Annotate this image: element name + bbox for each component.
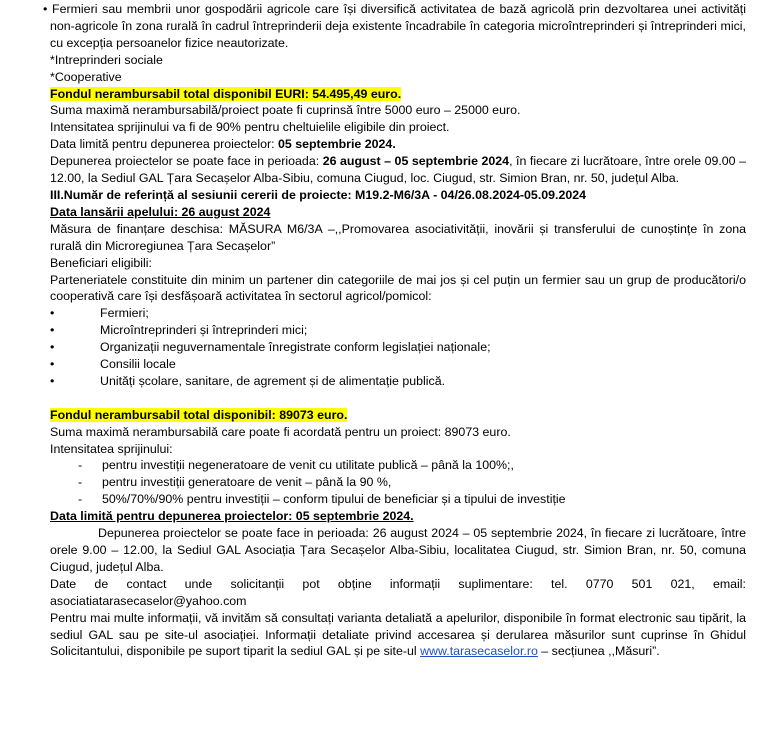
website-link[interactable]: www.tarasecaselor.ro [420, 644, 538, 659]
beneficiary-farmers-paragraph [43, 1, 746, 52]
beneficiary-label: Consilii locale [100, 357, 176, 372]
dash: - [78, 458, 83, 473]
intensity-title: Intensitatea sprijinului: [50, 441, 173, 456]
intensity-line: Intensitatea sprijinului va fi de 90% pentru cheltuielile eligibile din proiect. [50, 120, 450, 135]
deadline-label: Data limită pentru depunerea proiectelor: [50, 137, 278, 152]
max-amount-line: Suma maximă nerambursabilă/proiect poate fi cuprinsă între 5000 euro – 25000 euro. [50, 103, 521, 118]
beneficiary-list-item [50, 373, 746, 390]
intensity-item-label: pentru investiții generatoare de venit – până la 90 %, [102, 475, 392, 490]
partnerships-paragraph: Parteneriatele constituite din minim un partener din categoriile de mai jos și cel puțin un fermier sau un grup de producători/o cooperativă care își desfășoară activitatea în sectorul agricol/pomicol: [50, 272, 746, 304]
intensity-item-label: 50%/70%/90% pentru investiții – conform tipului de beneficiar și a tipului de investiție [102, 492, 566, 507]
dash: - [78, 492, 83, 507]
fund-total-highlight: Fondul nerambursabil total disponibil: 89073 euro. [50, 407, 348, 422]
more-info-text: Pentru mai multe informații, vă invităm să consultați varianta detaliată a apelurilor, disponibile în format electronic sau tipărit, la sediul GAL sau pe site-ul asociației. Informații detaliate privind accesarea și derularea măsurilor sunt cuprinse în Ghidul Solicitantului, disponibile pe suport tiparit la sediul GAL și pe site-ul [50, 610, 746, 659]
more-info-paragraph [50, 610, 746, 661]
social-enterprises-line: *Intreprinderi sociale [50, 52, 163, 67]
intensity-list-item [50, 474, 746, 491]
bullet: • [50, 357, 55, 372]
eligible-beneficiaries-title: Beneficiari eligibili: [50, 255, 152, 270]
reference-number-heading: III.Număr de referință al sesiunii cererii de proiecte: M19.2-M6/3A - 04/26.08.2024-05.09.2024 [50, 187, 587, 202]
intensity-item-label: pentru investiții negeneratoare de venit cu utilitate publică – până la 100%;, [102, 458, 514, 473]
spacer [50, 390, 746, 407]
intensity-list-item [50, 457, 746, 474]
submission-suffix: , în fiecare zi lucrătoare, între orele 09.00 – 12.00, la Sediul GAL Țara Secașelor Alba-Sibiu, comuna Ciugud, loc. Ciugud, str. Simion Bran, nr. 50, județul Alba. [50, 154, 746, 186]
fund-total-line [50, 407, 746, 424]
measure-paragraph: Măsura de finanțare deschisa: MĂSURA M6/3A –,,Promovarea asociativității, inovării și transferului de cunoștințe în zona rurală din Microregiunea Țara Secașelor” [50, 221, 746, 253]
bullet: • [43, 2, 53, 16]
beneficiary-list-item [50, 356, 746, 373]
deadline-heading: Data limită pentru depunerea proiectelor: 05 septembrie 2024. [50, 509, 414, 524]
cooperatives-line: *Cooperative [50, 69, 122, 84]
fund-euri-line [50, 86, 746, 103]
beneficiary-farmers-text: Fermieri sau membrii unor gospodării agricole care își diversifică activitatea de bază agricolă prin dezvoltarea unei activități non-agricole în zona rurală în cadrul întreprinderii deja existente încadrabile în categoria microîntreprinderi și întreprinderi mici, cu excepția persoanelor fizice neautorizate. [50, 2, 746, 50]
beneficiary-label: Fermieri; [100, 306, 149, 321]
max-amount-project-line: Suma maximă nerambursabilă care poate fi acordată pentru un proiect: 89073 euro. [50, 424, 511, 439]
fund-euri-highlight: Fondul nerambursabil total disponibil EURI: 54.495,49 euro. [50, 86, 402, 101]
submission-paragraph [50, 153, 746, 187]
bullet: • [50, 323, 55, 338]
intensity-list-item [50, 491, 746, 508]
beneficiary-label: Microîntreprinderi și întreprinderi mici; [100, 323, 308, 338]
beneficiary-list-item [50, 339, 746, 356]
beneficiary-label: Organizații neguvernamentale înregistrate conform legislației naționale; [100, 340, 491, 355]
beneficiary-list-item [50, 322, 746, 339]
deadline-line [50, 136, 746, 153]
contact-paragraph: Date de contact unde solicitanții pot obține informații suplimentare: tel. 0770 501 021, email: asociatiatarasecaselor@yahoo.com [50, 576, 746, 608]
beneficiary-list-item [50, 305, 746, 322]
bullet: • [50, 340, 55, 355]
beneficiary-label: Unități școlare, sanitare, de agrement și de alimentație publică. [100, 373, 446, 388]
submission-prefix: Depunerea proiectelor se poate face in perioada: [50, 154, 323, 169]
deadline-value: 05 septembrie 2024. [277, 137, 396, 152]
bullet: • [50, 373, 55, 388]
submission-period: 26 august – 05 septembrie 2024 [322, 154, 510, 169]
submission-details-paragraph: Depunerea proiectelor se poate face in perioada: 26 august 2024 – 05 septembrie 2024, în fiecare zi lucrătoare, între orele 9.00 – 12.00, la Sediul GAL Asociația Țara Secașelor Alba-Sibiu, localitatea Ciugud, str. Simion Bran, nr. 50, comuna Ciugud, județul Alba. [50, 526, 746, 574]
launch-date-heading: Data lansării apelului: 26 august 2024 [50, 204, 271, 219]
bullet: • [50, 306, 55, 321]
more-info-suffix: – secțiunea ,,Măsuri”. [537, 644, 660, 659]
dash: - [78, 475, 83, 490]
